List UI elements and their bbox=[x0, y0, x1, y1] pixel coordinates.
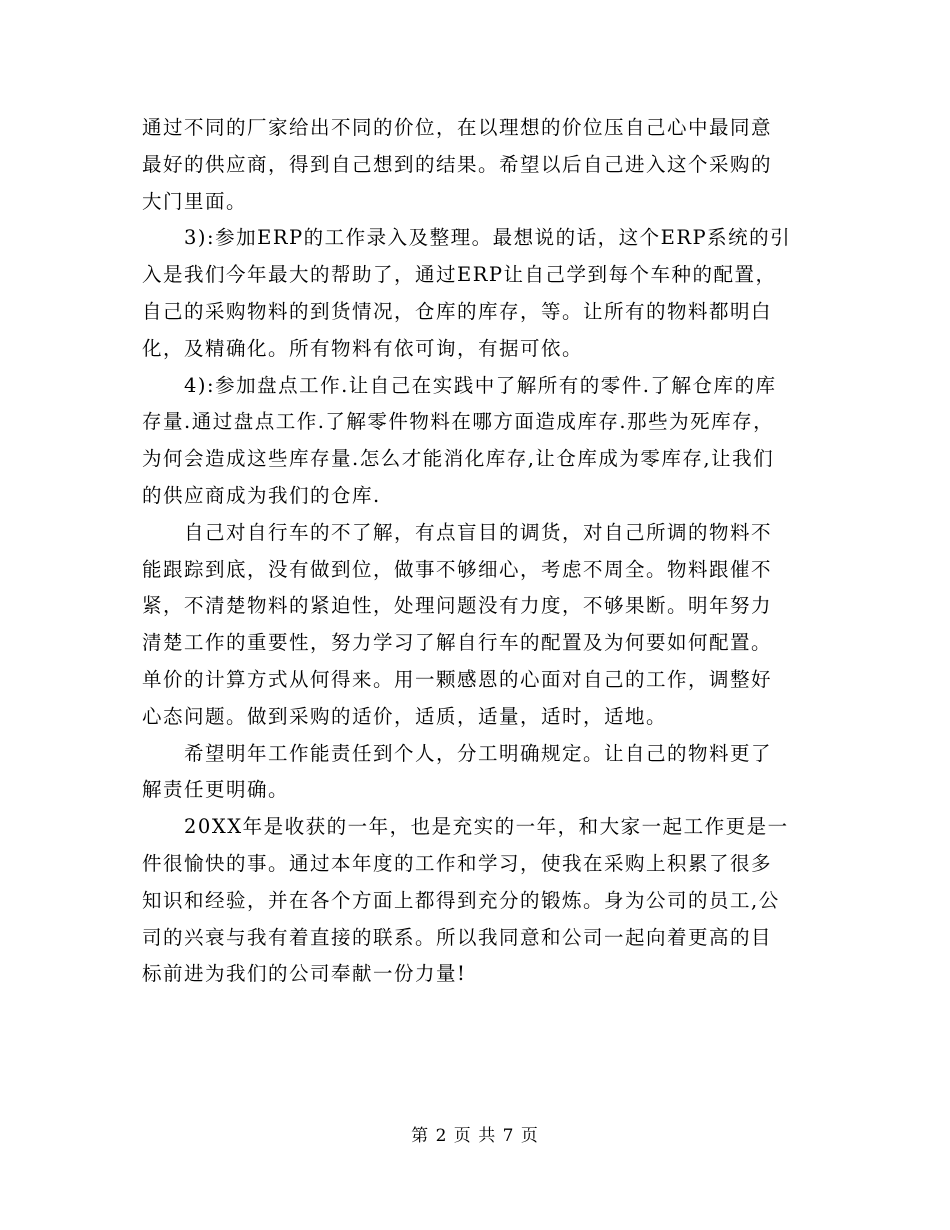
text-line: 的供应商成为我们的仓库. bbox=[142, 483, 381, 507]
text-line: 20XX年是收获的一年，也是充实的一年，和大家一起工作更是一 bbox=[184, 815, 789, 839]
text-line: 通过不同的厂家给出不同的价位，在以理想的价位压自己心中最同意 bbox=[142, 116, 773, 139]
text-line: 自己对自行车的不了解，有点盲目的调货，对自己所调的物料不 bbox=[184, 520, 773, 544]
text-line: 希望明年工作能责任到个人，分工明确规定。让自己的物料更了 bbox=[184, 741, 773, 765]
text-line: 存量.通过盘点工作.了解零件物料在哪方面造成库存.那些为死库存， bbox=[142, 410, 775, 434]
text-line: 入是我们今年最大的帮助了，通过ERP让自己学到每个车种的配置， bbox=[142, 263, 777, 287]
text-line: 标前进为我们的公司奉献一份力量! bbox=[142, 962, 467, 986]
text-line: 心态问题。做到采购的适价，适质，适量，适时，适地。 bbox=[142, 704, 668, 728]
text-line: 清楚工作的重要性，努力学习了解自行车的配置及为何要如何配置。 bbox=[142, 631, 773, 655]
text-line: 件很愉快的事。通过本年度的工作和学习，使我在采购上积累了很多 bbox=[142, 851, 773, 875]
text-line: 司的兴衰与我有着直接的联系。所以我同意和公司一起向着更高的目 bbox=[142, 925, 773, 949]
text-line: 大门里面。 bbox=[142, 189, 248, 213]
text-line: 化，及精确化。所有物料有依可询，有据可依。 bbox=[142, 336, 584, 360]
page-number-footer: 第 2 页 共 7 页 bbox=[411, 1126, 539, 1146]
text-line: 3):参加ERP的工作录入及整理。最想说的话，这个ERP系统的引 bbox=[184, 226, 792, 250]
text-line: 知识和经验，并在各个方面上都得到充分的锻炼。身为公司的员工,公 bbox=[142, 888, 780, 912]
text-line: 解责任更明确。 bbox=[142, 778, 290, 802]
text-line: 4):参加盘点工作.让自己在实践中了解所有的零件.了解仓库的库 bbox=[184, 373, 777, 397]
text-line: 自己的采购物料的到货情况，仓库的库存，等。让所有的物料都明白 bbox=[142, 299, 773, 323]
document-body bbox=[142, 110, 812, 993]
text-line: 紧，不清楚物料的紧迫性，处理问题没有力度，不够果断。明年努力 bbox=[142, 594, 773, 618]
text-line: 单价的计算方式从何得来。用一颗感恩的心面对自己的工作，调整好 bbox=[142, 667, 773, 691]
text-line: 最好的供应商，得到自己想到的结果。希望以后自己进入这个采购的 bbox=[142, 152, 773, 176]
text-line: 能跟踪到底，没有做到位，做事不够细心，考虑不周全。物料跟催不 bbox=[142, 557, 773, 581]
text-line: 为何会造成这些库存量.怎么才能消化库存,让仓库成为零库存,让我们 bbox=[142, 447, 775, 471]
